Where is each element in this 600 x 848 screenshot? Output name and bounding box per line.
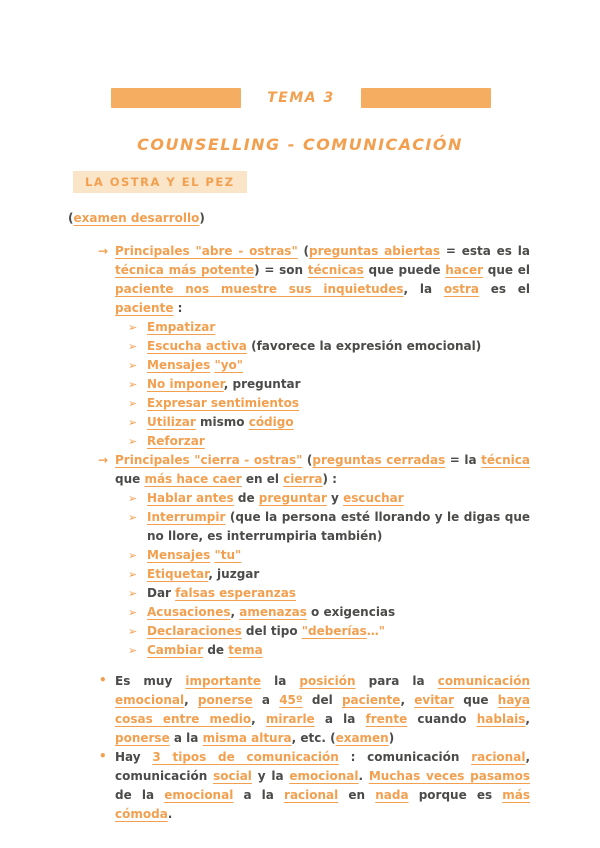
text-segment: Empatizar xyxy=(147,320,216,334)
text-segment: para la xyxy=(355,674,438,688)
arrowhead-bullet-icon: ➢ xyxy=(128,397,138,410)
text-segment: que xyxy=(454,693,498,707)
arrow-bullet-icon: → xyxy=(98,244,109,258)
text-segment: Principales "cierra - ostras" xyxy=(115,453,303,467)
arrowhead-bullet-icon: ➢ xyxy=(128,435,138,448)
text-segment: ponerse xyxy=(115,731,170,745)
sub-list-item xyxy=(68,641,530,660)
text-segment: que puede xyxy=(363,263,446,277)
text-segment: ( xyxy=(297,244,310,258)
text-segment: importante xyxy=(185,674,262,688)
text-segment: haya cosas entre medio xyxy=(115,693,530,726)
text-segment: Declaraciones xyxy=(147,624,242,638)
text-segment: racional xyxy=(471,750,526,764)
text-segment: comunicación emocional xyxy=(115,674,530,707)
text-segment: técnica más potente xyxy=(115,263,255,277)
text-segment: ponerse xyxy=(197,693,253,707)
text-segment: porque es xyxy=(408,788,503,802)
arrowhead-bullet-icon: ➢ xyxy=(128,416,138,429)
text-segment: Escucha activa xyxy=(147,339,247,353)
text-segment: social xyxy=(213,769,252,783)
note-paragraph xyxy=(68,672,530,748)
text-segment: de la xyxy=(115,788,165,802)
sub-list-item xyxy=(68,394,530,413)
arrowhead-bullet-icon: ➢ xyxy=(128,549,138,562)
text-segment: Expresar sentimientos xyxy=(147,396,300,410)
text-segment: Etiquetar xyxy=(147,567,209,581)
text-segment: técnica xyxy=(481,453,530,467)
exam-note xyxy=(68,209,530,228)
sub-list-item xyxy=(68,508,530,546)
text-segment: , preguntar xyxy=(223,377,301,391)
text-segment: , xyxy=(230,605,240,619)
text-segment: , etc. ( xyxy=(291,731,336,745)
text-segment: Reforzar xyxy=(147,434,205,448)
text-segment: emocional xyxy=(164,788,234,802)
notes-paragraphs xyxy=(68,672,530,824)
text-segment: Acusaciones xyxy=(147,605,231,619)
sub-list-item xyxy=(68,489,530,508)
arrowhead-bullet-icon: ➢ xyxy=(128,321,138,334)
text-segment: preguntas abiertas xyxy=(309,244,440,258)
section-row xyxy=(73,171,600,193)
arrowhead-bullet-icon: ➢ xyxy=(128,340,138,353)
sub-list-item xyxy=(68,565,530,584)
text-segment: = esta es la xyxy=(440,244,530,258)
text-segment: o exigencias xyxy=(306,605,396,619)
arrowhead-bullet-icon: ➢ xyxy=(128,378,138,391)
text-segment: paciente xyxy=(341,693,401,707)
header xyxy=(111,88,491,108)
text-segment: 3 tipos de comunicación xyxy=(152,750,339,764)
text-segment: , xyxy=(400,693,415,707)
text-segment: (que la persona esté llorando y le digas que no llore, es interrumpiria también) xyxy=(147,510,530,543)
text-segment: Principales "abre - ostras" xyxy=(115,244,298,258)
sub-list-item xyxy=(68,622,530,641)
text-segment: del tipo xyxy=(241,624,302,638)
sub-list-item xyxy=(68,584,530,603)
arrowhead-bullet-icon: ➢ xyxy=(128,587,138,600)
text-segment: ) = son xyxy=(254,263,308,277)
text-segment: del xyxy=(302,693,342,707)
arrowhead-bullet-icon: ➢ xyxy=(128,568,138,581)
text-segment: preguntas cerradas xyxy=(312,453,446,467)
text-segment: falsas esperanzas xyxy=(175,586,296,600)
text-segment: ( xyxy=(302,453,313,467)
text-segment: más hace caer xyxy=(144,472,242,486)
arrowhead-bullet-icon: ➢ xyxy=(128,511,138,524)
text-segment: emocional xyxy=(289,769,359,783)
text-segment: que xyxy=(115,472,145,486)
text-segment: en xyxy=(338,788,376,802)
text-segment: hacer xyxy=(445,263,484,277)
page-title: COUNSELLING - COMUNICACIÓN xyxy=(137,135,463,154)
text-segment: nada xyxy=(375,788,409,802)
text-segment: , xyxy=(525,712,530,726)
sub-list-item xyxy=(68,546,530,565)
text-segment: "yo" xyxy=(214,358,244,372)
text-segment: tema xyxy=(228,643,263,657)
text-segment: "deberías xyxy=(301,624,367,638)
main-list-item xyxy=(68,451,530,489)
text-segment: "tu" xyxy=(214,548,242,562)
note-paragraph xyxy=(68,748,530,824)
text-segment: misma altura xyxy=(202,731,292,745)
text-segment: Es muy xyxy=(115,674,186,688)
tema-label: TEMA 3 xyxy=(267,90,335,106)
text-segment: Hay xyxy=(115,750,153,764)
text-segment: de xyxy=(203,643,229,657)
text-segment: cierra xyxy=(283,472,323,486)
text-segment: No imponer xyxy=(147,377,224,391)
text-segment: amenazas xyxy=(239,605,307,619)
text-segment: en el xyxy=(241,472,284,486)
text-segment: ) xyxy=(199,211,205,225)
text-segment: a xyxy=(252,693,280,707)
text-segment: Utilizar xyxy=(147,415,196,429)
text-segment: cuando xyxy=(407,712,477,726)
sub-list-item xyxy=(68,318,530,337)
text-segment: preguntar xyxy=(258,491,327,505)
text-segment: posición xyxy=(299,674,356,688)
text-segment: técnicas xyxy=(307,263,364,277)
text-segment: hablais xyxy=(476,712,526,726)
text-segment: paciente nos muestre sus inquietudes xyxy=(115,282,404,296)
text-segment: ostra xyxy=(443,282,479,296)
arrowhead-bullet-icon: ➢ xyxy=(128,359,138,372)
text-segment: mismo xyxy=(195,415,249,429)
text-segment: Mensajes xyxy=(147,548,211,562)
header-bar-left xyxy=(111,88,241,108)
text-segment: , la xyxy=(403,282,444,296)
text-segment: frente xyxy=(365,712,408,726)
main-list-item xyxy=(68,242,530,318)
sub-list-item xyxy=(68,413,530,432)
text-segment: (favorece la expresión emocional) xyxy=(246,339,482,353)
arrowhead-bullet-icon: ➢ xyxy=(128,492,138,505)
text-segment: 45º xyxy=(279,693,303,707)
text-segment: racional xyxy=(284,788,339,802)
text-segment: escuchar xyxy=(343,491,404,505)
dot-bullet-icon: • xyxy=(99,673,107,687)
text-segment: , juzgar xyxy=(208,567,260,581)
text-segment: a la xyxy=(169,731,203,745)
text-segment: , comunicación xyxy=(115,750,530,783)
text-segment: , xyxy=(251,712,266,726)
text-segment: a la xyxy=(233,788,285,802)
dot-bullet-icon: • xyxy=(99,749,107,763)
arrowhead-bullet-icon: ➢ xyxy=(128,625,138,638)
section-heading: LA OSTRA Y EL PEZ xyxy=(73,171,247,193)
notes-list xyxy=(68,242,530,660)
text-segment: y la xyxy=(251,769,290,783)
text-segment: ) : xyxy=(322,472,337,486)
arrow-bullet-icon: → xyxy=(98,453,109,467)
text-segment: ) xyxy=(388,731,395,745)
header-bar-right xyxy=(361,88,491,108)
text-segment: evitar xyxy=(414,693,455,707)
text-segment: Muchas veces pasamos xyxy=(368,769,530,783)
text-segment: paciente xyxy=(115,301,174,315)
text-segment: a la xyxy=(314,712,366,726)
sub-list-item xyxy=(68,603,530,622)
text-segment: …" xyxy=(366,624,386,638)
sub-list-item xyxy=(68,432,530,451)
arrowhead-bullet-icon: ➢ xyxy=(128,606,138,619)
text-segment: Mensajes xyxy=(147,358,211,372)
text-segment: de xyxy=(233,491,259,505)
text-segment: que el xyxy=(483,263,530,277)
text-segment: la xyxy=(261,674,300,688)
text-segment: : comunicación xyxy=(338,750,472,764)
text-segment: código xyxy=(248,415,294,429)
text-segment: mirarle xyxy=(265,712,315,726)
text-segment: y xyxy=(326,491,344,505)
text-segment: ( xyxy=(68,211,74,225)
arrowhead-bullet-icon: ➢ xyxy=(128,644,138,657)
text-segment: , xyxy=(184,693,198,707)
sub-list-item xyxy=(68,375,530,394)
text-segment: Hablar antes xyxy=(147,491,234,505)
text-segment: Interrumpir xyxy=(147,510,226,524)
sub-list-item xyxy=(68,356,530,375)
text-segment: examen xyxy=(335,731,389,745)
text-segment: más cómoda xyxy=(115,788,531,821)
text-segment: Dar xyxy=(147,586,176,600)
text-segment: es el xyxy=(478,282,531,296)
text-segment: examen desarrollo xyxy=(73,211,200,225)
sub-list-item xyxy=(68,337,530,356)
text-segment: : xyxy=(173,301,183,315)
text-segment: . xyxy=(358,769,369,783)
text-segment: = la xyxy=(445,453,482,467)
text-segment: Cambiar xyxy=(147,643,204,657)
text-segment: . xyxy=(167,807,173,821)
